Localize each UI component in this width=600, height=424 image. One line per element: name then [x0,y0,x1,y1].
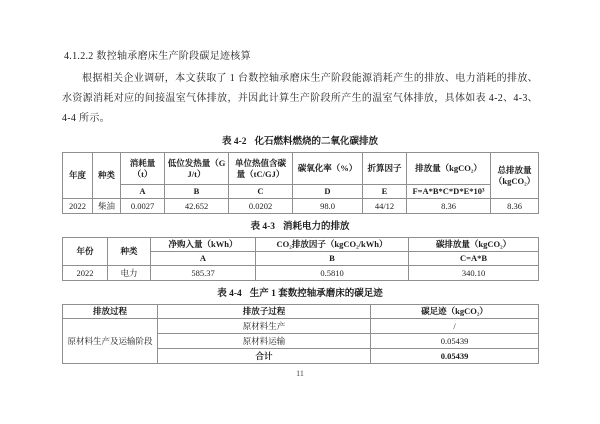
document-page [62,50,538,364]
formula-cell: C=A*B [409,252,539,266]
table-row [63,185,539,199]
table-row [63,199,539,214]
header-cell: 碳足迹（kgCO₂） [371,305,539,319]
data-cell: 44/12 [363,199,407,214]
table-4-2-caption-title: 化石燃料燃烧的二氧化碳排放 [254,137,379,147]
table-row [63,305,539,319]
header-cell: 种类 [108,238,151,266]
header-cell: 年度 [63,153,93,199]
data-cell: 2022 [63,199,93,214]
data-cell: / [371,319,539,334]
data-cell: 原材料运输 [158,334,371,349]
formula-cell: E [363,185,407,199]
table-4-4-caption [62,288,538,300]
header-cell: 排放量（kgCO₂） [407,153,491,185]
table-4-4-caption-title: 生产 1 套数控轴承磨床的碳足迹 [249,289,383,299]
data-cell: 原材料生产 [158,319,371,334]
stage-cell: 原材料生产及运输阶段 [63,319,158,364]
data-cell: 0.05439 [371,334,539,349]
header-cell: 年份 [63,238,108,266]
table-row [63,266,539,281]
data-cell: 585.37 [151,266,256,281]
header-cell: 碳排放量（kgCO₂） [409,238,539,252]
formula-cell: A [121,185,165,199]
header-cell: CO₂排放因子（kgCO₂/kWh） [256,238,409,252]
data-cell: 42.652 [165,199,229,214]
header-cell: 低位发热量（GJ/t） [165,153,229,185]
data-cell: 电力 [108,266,151,281]
formula-cell: F=A*B*C*D*E*10³ [407,185,491,199]
table-4-2-fossil-fuel-emissions [62,152,539,214]
data-cell: 0.0027 [121,199,165,214]
table-4-4-carbon-footprint [62,304,539,364]
table-row [63,319,539,334]
data-cell: 柴油 [93,199,121,214]
data-cell: 98.0 [293,199,363,214]
formula-cell: D [293,185,363,199]
table-4-2-caption [62,136,538,148]
header-cell: 净购入量（kWh） [151,238,256,252]
header-cell: 碳氧化率（%） [293,153,363,185]
page-number: 11 [296,369,304,378]
header-cell: 排放过程 [63,305,158,319]
table-4-3-caption-label: 表 4-3 [250,222,276,232]
table-row [63,238,539,252]
header-cell: 排放子过程 [158,305,371,319]
data-cell: 0.0202 [229,199,293,214]
table-4-4-caption-label: 表 4-4 [217,289,242,299]
formula-cell: B [165,185,229,199]
header-cell: 总排放量（kgCO₂） [491,153,539,199]
formula-cell: C [229,185,293,199]
header-cell: 种类 [93,153,121,199]
body-paragraph: 根据相关企业调研，本文获取了 1 台数控轴承磨床生产阶段能源消耗产生的排放、电力消耗的排放、水资源消耗对应的间接温室气体排放，并因此计算生产阶段所产生的温室气体排放，具体如表 4-2、4-3、4-4 所示。 [62,73,538,124]
table-4-3-caption-title: 消耗电力的排放 [283,222,350,232]
data-cell: 2022 [63,266,108,281]
header-cell: 折算因子 [363,153,407,185]
table-4-2-caption-label: 表 4-2 [221,137,247,147]
total-label-cell: 合计 [158,349,371,364]
data-cell: 340.10 [409,266,539,281]
table-4-3-caption [62,221,538,233]
data-cell: 8.36 [491,199,539,214]
total-value-cell: 0.05439 [371,349,539,364]
header-cell: 消耗量（t） [121,153,165,185]
table-row [63,153,539,185]
table-4-3-electricity-emissions [62,237,539,281]
formula-cell: B [256,252,409,266]
formula-cell: A [151,252,256,266]
header-cell: 单位热值含碳量（tC/GJ） [229,153,293,185]
data-cell: 8.36 [407,199,491,214]
data-cell: 0.5810 [256,266,409,281]
section-heading: 4.1.2.2 数控轴承磨床生产阶段碳足迹核算 [64,51,251,62]
